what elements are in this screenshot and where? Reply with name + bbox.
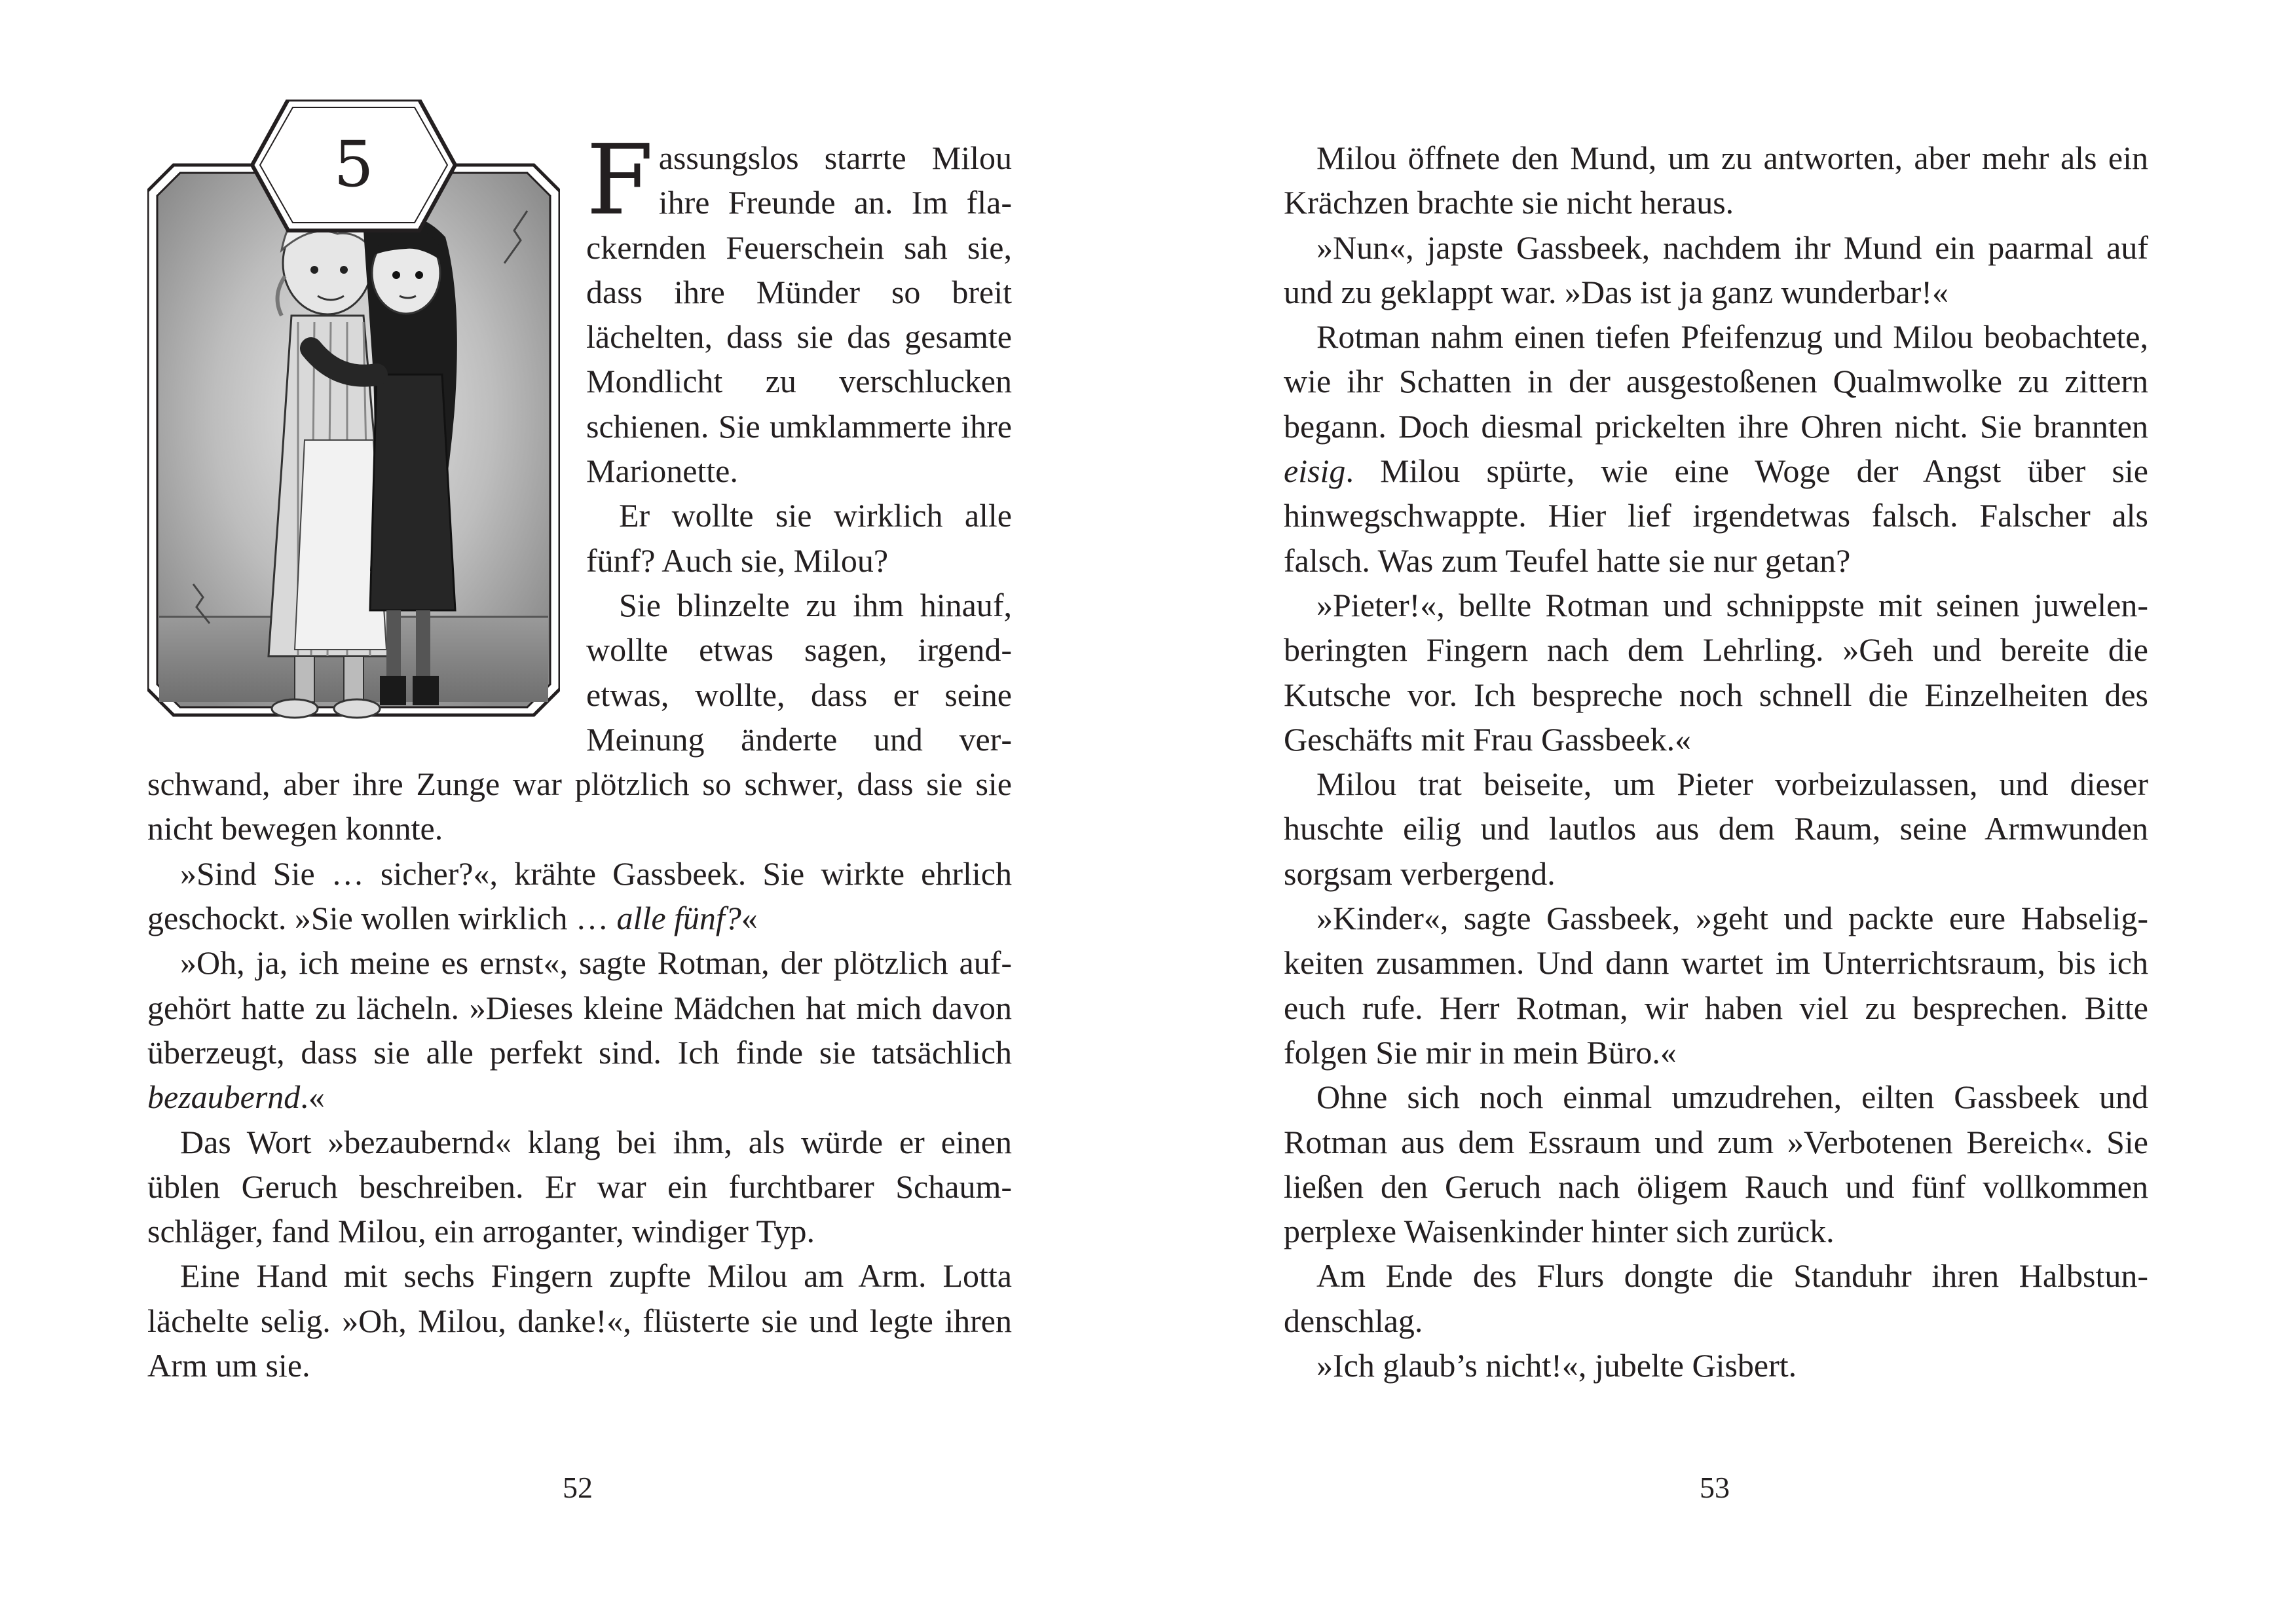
right-paragraph-4: »Pieter!«, bellte Rotman und schnippste mit seinen juwelenberingten Fingern nach dem Lehrling. »Geh und bereite die Kutsche vor. Ich bespreche noch schnell die Einzelheiten des Geschäfts mit Frau Gassbeek.« bbox=[1284, 586, 2148, 758]
right-paragraph-2: »Nun«, japste Gassbeek, nachdem ihr Mund ein paarmal auf und zu geklappt war. »Das ist ja ganz wunderbar!« bbox=[1284, 229, 2148, 310]
page-number-right: 53 bbox=[1700, 1471, 1730, 1504]
page-number-left: 52 bbox=[563, 1471, 593, 1504]
left-paragraph-7: Eine Hand mit sechs Fingern zupfte Milou am Arm. Lotta lächelte selig. »Oh, Milou, danke!«, flüsterte sie und legte ihren Arm um sie. bbox=[147, 1257, 1012, 1384]
right-paragraph-3: Rotman nahm einen tiefen Pfeifenzug und Milou beobachtete, wie ihr Schatten in der ausgestoßenen Qualmwolke zu zittern begann. Doch diesmal prickelten ihre Ohren nicht. Sie brannten eisig. Milou spürte, wie eine Woge der Angst über sie hinwegschwappte. Hier lief irgendetwas falsch. Falscher als falsch. Was zum Teufel hatte sie nur getan? bbox=[1284, 318, 2148, 579]
right-paragraph-6: »Kinder«, sagte Gassbeek, »geht und packte eure Habseligkeiten zusammen. Und dann wartet im Unterrichtsraum, bis ich euch rufe. Herr Rotman, wir haben viel zu besprechen. Bitte folgen Sie mir in mein Büro.« bbox=[1284, 900, 2148, 1071]
left-paragraph-2: Er wollte sie wirklich alle fünf? Auch sie, Milou? bbox=[586, 497, 1012, 579]
chapter-number: 5 bbox=[333, 128, 374, 201]
chapter-illustration-art bbox=[147, 100, 560, 754]
left-paragraph-6: Das Wort »bezaubernd« klang bei ihm, als würde er einen üblen Geruch beschreiben. Er war ein furchtbarer Schaumschläger, fand Milou, ein arroganter, windiger Typ. bbox=[147, 1123, 1012, 1250]
left-paragraph-3: Sie blinzelte zu ihm hinauf, wollte etwas sagen, irgendetwas, wollte, dass er seine Meinung änderte und verschwand, aber ihre Zunge war plötzlich so schwer, dass sie sie nicht bewegen konnte. bbox=[147, 586, 1012, 847]
right-page-text bbox=[1284, 136, 2148, 1388]
right-paragraph-1: Milou öffnete den Mund, um zu antworten, aber mehr als ein Krächzen brachte sie nicht heraus. bbox=[1284, 139, 2148, 221]
left-paragraph-5: »Oh, ja, ich meine es ernst«, sagte Rotman, der plötzlich aufgehört hatte zu lächeln. »Dieses kleine Mädchen hat mich davon überzeugt, dass sie alle perfekt sind. Ich finde sie tatsächlich bezaubernd.« bbox=[147, 944, 1012, 1116]
right-paragraph-8: Am Ende des Flurs dongte die Standuhr ihren Halbstundenschlag. bbox=[1284, 1257, 2148, 1339]
chapter-number-badge bbox=[252, 100, 455, 231]
left-paragraph-1: Fassungslos starrte Milou ihre Freunde an. Im flackernden Feuerschein sah sie, dass ihre Münder so breit lächelten, dass sie das gesamte Mondlicht zu verschlucken schienen. Sie umklammerte ihre Marionette. bbox=[586, 124, 1012, 490]
right-paragraph-5: Milou trat beiseite, um Pieter vorbeizulassen, und dieser huschte eilig und lautlos aus dem Raum, seine Armwunden sorgsam verbergend. bbox=[1284, 766, 2148, 892]
right-page bbox=[1137, 0, 2274, 1624]
dropcap: F bbox=[586, 124, 654, 236]
chapter-illustration bbox=[147, 100, 560, 754]
left-paragraph-4: »Sind Sie … sicher?«, krähte Gassbeek. Sie wirkte ehrlich geschockt. »Sie wollen wirklich … alle fünf?« bbox=[147, 855, 1012, 937]
right-paragraph-9: »Ich glaub’s nicht!«, jubelte Gisbert. bbox=[1316, 1347, 1797, 1384]
right-paragraph-7: Ohne sich noch einmal umzudrehen, eilten Gassbeek und Rotman aus dem Essraum und zum »Verbotenen Bereich«. Sie ließen den Geruch nach öligem Rauch und fünf vollkommen perplexe Waisenkinder hinter sich zurück. bbox=[1284, 1079, 2148, 1250]
left-page-text bbox=[147, 124, 1012, 1388]
